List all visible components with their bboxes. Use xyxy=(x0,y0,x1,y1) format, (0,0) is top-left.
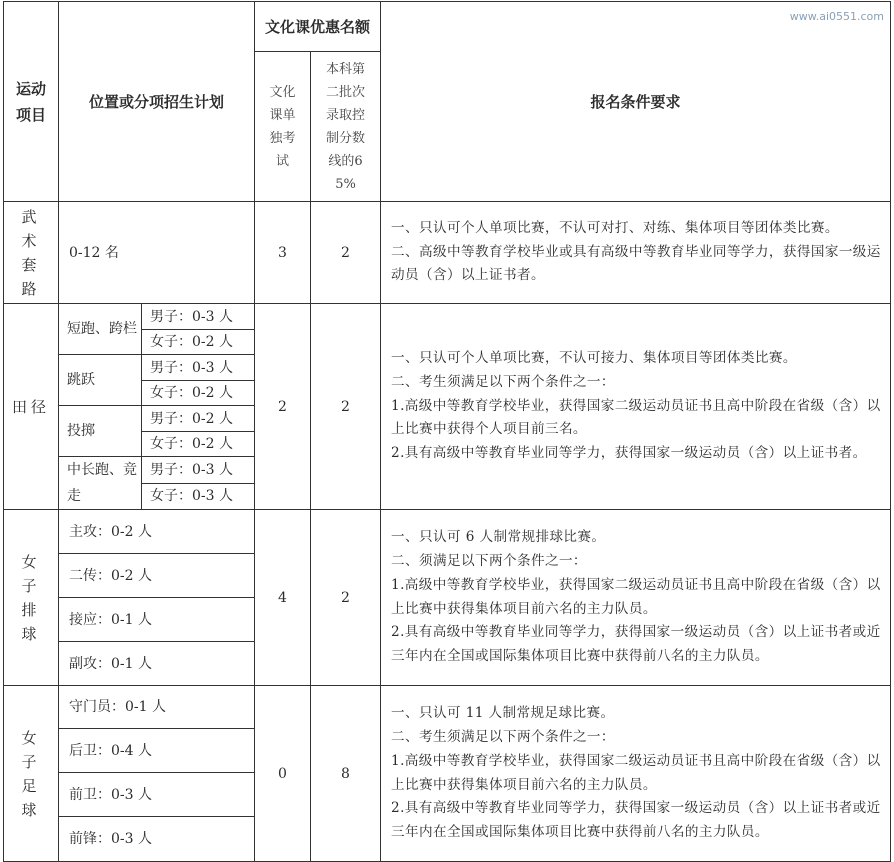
requirements-wushu xyxy=(381,202,891,304)
second-volleyball: 2 xyxy=(311,510,381,686)
req-line: 1.高级中等教育学校毕业，获得国家二级运动员证书且高中阶段在省级（含）以上比赛中获得集体项目前六名的主力队员。 xyxy=(391,752,881,793)
req-line: 2.具有高级中等教育毕业同等学力，获得国家一级运动员（含）以上证书者或近三年内在全国或国际集体项目比赛中获得前八名的主力队员。 xyxy=(391,624,881,665)
header-separate-exam: 文化课单独考试 xyxy=(255,52,311,202)
separate-football: 0 xyxy=(255,686,311,862)
req-line: 1.高级中等教育学校毕业，获得国家二级运动员证书且高中阶段在省级（含）以上比赛中获得个人项目前三名。 xyxy=(391,397,881,438)
req-line: 2.具有高级中等教育毕业同等学力，获得国家一级运动员（含）以上证书者或近三年内在全国或国际集体项目比赛中获得前八名的主力队员。 xyxy=(391,800,881,841)
req-line: 一、只认可个人单项比赛，不认可接力、集体项目等团体类比赛。 xyxy=(391,350,797,366)
req-line: 一、只认可 6 人制常规排球比赛。 xyxy=(391,529,606,546)
req-line: 二、考生须满足以下两个条件之一： xyxy=(391,728,615,745)
quota-female: 女子：0-2 人 xyxy=(142,432,255,457)
admission-table-container xyxy=(3,1,890,859)
quota-male: 男子：0-3 人 xyxy=(142,457,255,484)
row-football xyxy=(4,686,891,729)
requirements-volleyball xyxy=(381,510,891,686)
sport-athletics: 田径 xyxy=(4,304,59,510)
second-football: 8 xyxy=(311,686,381,862)
quota-male: 男子：0-3 人 xyxy=(142,355,255,381)
event-jump: 跳跃 xyxy=(59,355,142,406)
header-plan: 位置或分项招生计划 xyxy=(59,2,255,202)
position-item: 后卫：0-4 人 xyxy=(59,729,255,773)
row-volleyball xyxy=(4,510,891,554)
event-sprint: 短跑、跨栏 xyxy=(59,304,142,355)
req-line: 二、高级中等教育学校毕业或具有高级中等教育毕业同等学力，获得国家一级运动员（含）以上证书者。 xyxy=(391,243,881,284)
event-distance: 中长跑、竞走 xyxy=(59,457,142,510)
requirements-football xyxy=(381,686,891,862)
separate-wushu: 3 xyxy=(255,202,311,304)
position-item: 主攻：0-2 人 xyxy=(59,510,255,554)
req-line: 2.具有高级中等教育毕业同等学力，获得国家一级运动员（含）以上证书者。 xyxy=(391,445,867,462)
req-line: 一、只认可个人单项比赛，不认可对打、对练、集体项目等团体类比赛。 xyxy=(391,219,839,236)
req-line: 二、考生须满足以下两个条件之一： xyxy=(391,373,615,390)
row-athletics xyxy=(4,304,891,330)
header-sport: 运动项目 xyxy=(4,2,59,202)
position-item: 接应：0-1 人 xyxy=(59,598,255,642)
requirements-athletics xyxy=(381,304,891,510)
quota-male: 男子：0-3 人 xyxy=(142,304,255,330)
sport-wushu: 武术套路 xyxy=(4,202,59,304)
position-item: 前卫：0-3 人 xyxy=(59,773,255,817)
quota-male: 男子：0-2 人 xyxy=(142,406,255,432)
position-item: 二传：0-2 人 xyxy=(59,554,255,598)
watermark: www.ai0551.com xyxy=(789,10,884,23)
req-line: 1.高级中等教育学校毕业，获得国家二级运动员证书且高中阶段在省级（含）以上比赛中获得集体项目前六名的主力队员。 xyxy=(391,576,881,617)
quota-female: 女子：0-2 人 xyxy=(142,330,255,355)
separate-volleyball: 4 xyxy=(255,510,311,686)
req-line: 一、只认可 11 人制常规足球比赛。 xyxy=(391,705,615,722)
separate-athletics: 2 xyxy=(255,304,311,510)
req-line: 二、须满足以下两个条件之一： xyxy=(391,552,587,569)
admission-table xyxy=(3,1,891,862)
position-item: 前锋：0-3 人 xyxy=(59,817,255,862)
header-requirements: 报名条件要求 xyxy=(381,2,891,202)
position-item: 副攻：0-1 人 xyxy=(59,642,255,686)
position-item: 守门员：0-1 人 xyxy=(59,686,255,729)
event-throw: 投掷 xyxy=(59,406,142,457)
sport-volleyball: 女子排球 xyxy=(4,510,59,686)
second-athletics: 2 xyxy=(311,304,381,510)
quota-female: 女子：0-3 人 xyxy=(142,483,255,510)
quota-female: 女子：0-2 人 xyxy=(142,381,255,406)
second-wushu: 2 xyxy=(311,202,381,304)
sport-football: 女子足球 xyxy=(4,686,59,862)
plan-wushu: 0-12 名 xyxy=(59,202,255,304)
header-second-batch: 本科第二批次录取控制分数线的65% xyxy=(311,52,381,202)
header-quota: 文化课优惠名额 xyxy=(255,2,381,52)
row-wushu xyxy=(4,202,891,304)
